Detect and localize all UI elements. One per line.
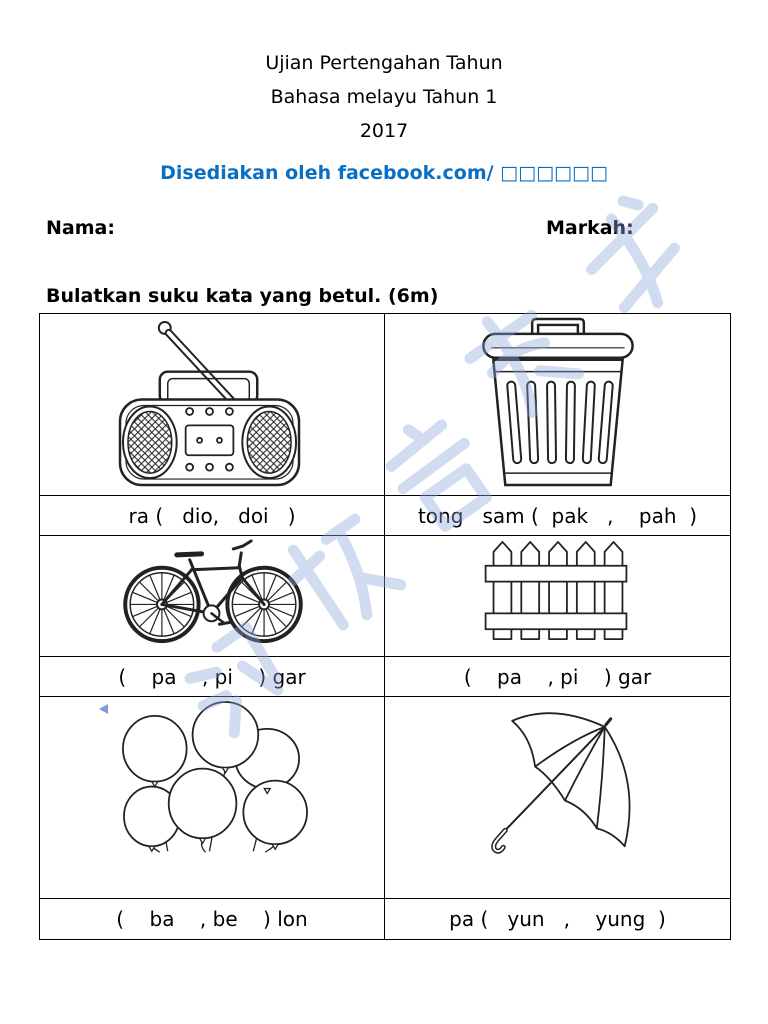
balloons bbox=[123, 702, 307, 846]
left-arrow-icon bbox=[99, 704, 108, 714]
exercise-table bbox=[39, 313, 731, 940]
picture-cell-umbrella bbox=[385, 697, 730, 899]
balloon bbox=[169, 769, 237, 839]
balloons-icon bbox=[40, 697, 384, 898]
picture-cell-radio bbox=[40, 314, 385, 496]
balloon bbox=[243, 781, 307, 845]
credit-line: Disediakan oleh facebook.com/ □□□□□□ bbox=[160, 162, 608, 184]
fence-icon bbox=[385, 536, 730, 656]
name-label: Nama: bbox=[46, 217, 115, 239]
instruction-text: Bulatkan suku kata yang betul. (6m) bbox=[46, 285, 439, 307]
answer-fence[interactable]: ( pa , pi ) gar bbox=[385, 657, 730, 697]
umbrella-canopy bbox=[512, 713, 629, 846]
picture-cell-bicycle bbox=[40, 536, 385, 657]
trash-can-icon bbox=[385, 314, 730, 495]
exam-title: Ujian Pertengahan Tahun bbox=[265, 52, 503, 74]
answer-balloons[interactable]: ( ba , be ) lon bbox=[40, 899, 385, 939]
marks-label: Markah: bbox=[546, 217, 634, 239]
picture-cell-trash-can bbox=[385, 314, 730, 496]
umbrella-icon bbox=[385, 697, 730, 898]
picture-cell-fence bbox=[385, 536, 730, 657]
picture-cell-balloons bbox=[40, 697, 385, 899]
trash-can-lid bbox=[483, 334, 632, 358]
radio-speaker-left bbox=[123, 406, 177, 478]
bicycle-icon bbox=[40, 536, 384, 656]
balloon bbox=[193, 702, 259, 768]
radio-antenna bbox=[159, 322, 233, 402]
answer-umbrella[interactable]: pa ( yun , yung ) bbox=[385, 899, 730, 939]
answer-bicycle[interactable]: ( pa , pi ) gar bbox=[40, 657, 385, 697]
subject-title: Bahasa melayu Tahun 1 bbox=[270, 86, 498, 108]
answer-trash-can[interactable]: tong sam ( pak , pah ) bbox=[385, 496, 730, 536]
balloon bbox=[123, 716, 187, 782]
answer-radio[interactable]: ra ( dio, doi ) bbox=[40, 496, 385, 536]
bicycle-frame bbox=[162, 541, 264, 624]
radio-icon bbox=[40, 314, 384, 495]
exam-year: 2017 bbox=[359, 120, 409, 142]
radio-speaker-right bbox=[242, 406, 296, 478]
